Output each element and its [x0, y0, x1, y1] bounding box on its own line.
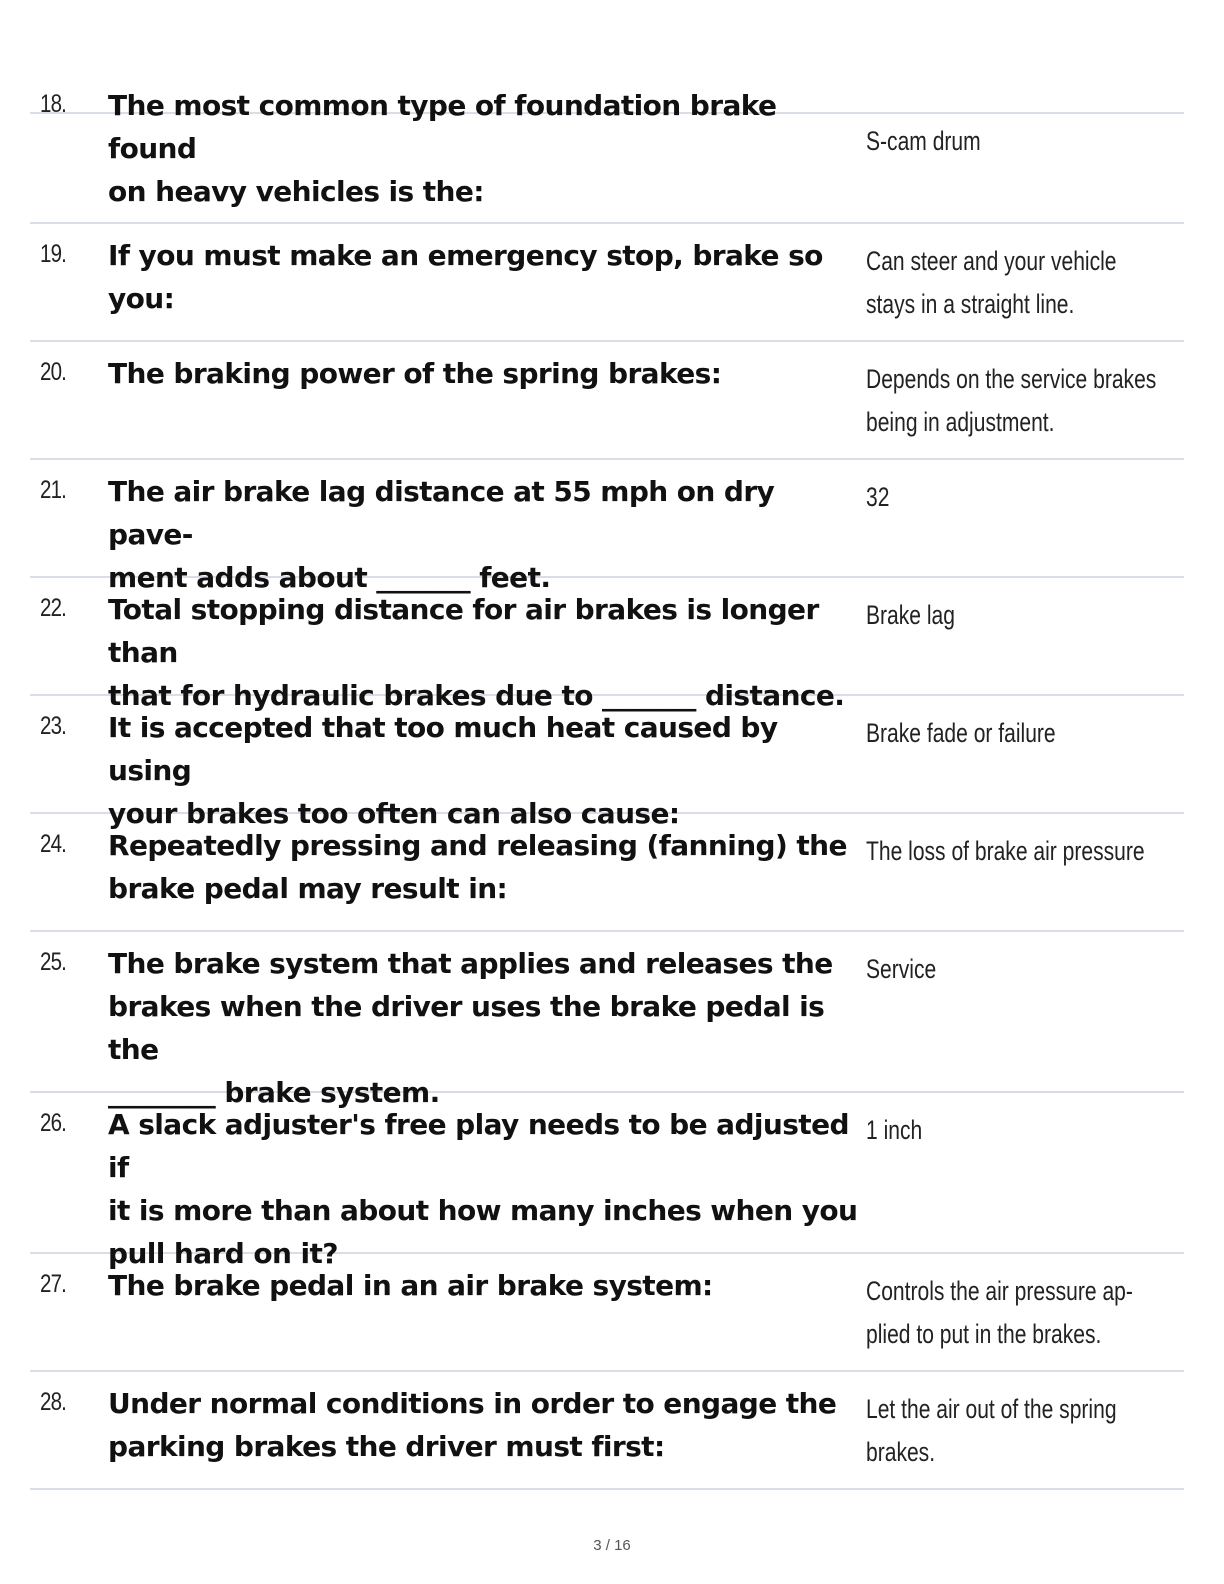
question-row-28 — [30, 1388, 1184, 1490]
answer-text: Brake fade or failure — [866, 718, 1056, 748]
question-text: The air brake lag distance at 55 mph on dry pave- ment adds about _______ feet. — [108, 475, 775, 594]
question-row-26 — [30, 1108, 1184, 1270]
question-text: If you must make an emergency stop, brake so you: — [108, 239, 823, 315]
question-row-24 — [30, 830, 1184, 932]
question-number: 24. — [40, 830, 67, 858]
question-number: 22. — [40, 594, 67, 622]
answer-text: Brake lag — [866, 600, 955, 630]
question-text: Under normal conditions in order to engage the parking brakes the driver must first: — [108, 1387, 837, 1463]
question-row-20 — [30, 358, 1184, 460]
question-number: 19. — [40, 240, 67, 268]
question-text: The brake system that applies and releases the brakes when the driver uses the brake pedal is the ________ brake system. — [108, 947, 833, 1109]
question-text: The brake pedal in an air brake system: — [108, 1269, 713, 1302]
question-row-19 — [30, 240, 1184, 342]
question-row-18 — [30, 90, 1184, 224]
question-row-22 — [30, 593, 1184, 712]
question-number: 25. — [40, 948, 67, 976]
answer-text: Let the air out of the spring brakes. — [866, 1394, 1117, 1467]
question-number: 26. — [40, 1109, 67, 1137]
question-number: 28. — [40, 1388, 67, 1416]
answer-text: Service — [866, 954, 937, 984]
question-number: 21. — [40, 476, 67, 504]
question-number: 20. — [40, 358, 67, 386]
question-number: 27. — [40, 1270, 67, 1298]
answer-text: 32 — [866, 482, 890, 512]
answer-text: 1 inch — [866, 1115, 923, 1145]
question-text: Repeatedly pressing and releasing (fanning) the brake pedal may result in: — [108, 829, 847, 905]
page-number: 3 / 16 — [593, 1537, 631, 1554]
question-text: It is accepted that too much heat caused by using your brakes too often can also cause: — [108, 711, 778, 830]
question-row-27 — [30, 1270, 1184, 1372]
answer-text: Depends on the service brakes being in adjustment. — [866, 364, 1157, 437]
answer-text: The loss of brake air pressure — [866, 836, 1145, 866]
question-row-21 — [30, 475, 1184, 594]
question-row-25 — [30, 947, 1184, 1109]
question-row-23 — [30, 711, 1184, 830]
question-text: The braking power of the spring brakes: — [108, 357, 722, 390]
question-text: The most common type of foundation brake found on heavy vehicles is the: — [108, 89, 777, 208]
answer-text: Can steer and your vehicle stays in a straight line. — [866, 246, 1117, 319]
question-text: A slack adjuster's free play needs to be adjusted if it is more than about how many inches when you pull hard on it? — [108, 1108, 858, 1270]
question-number: 23. — [40, 712, 67, 740]
question-text: Total stopping distance for air brakes is longer than that for hydraulic brakes due to _______ distance. — [108, 593, 845, 712]
question-number: 18. — [40, 90, 67, 118]
answer-text: S-cam drum — [866, 126, 981, 156]
answer-text: Controls the air pressure ap- plied to put in the brakes. — [866, 1276, 1133, 1349]
